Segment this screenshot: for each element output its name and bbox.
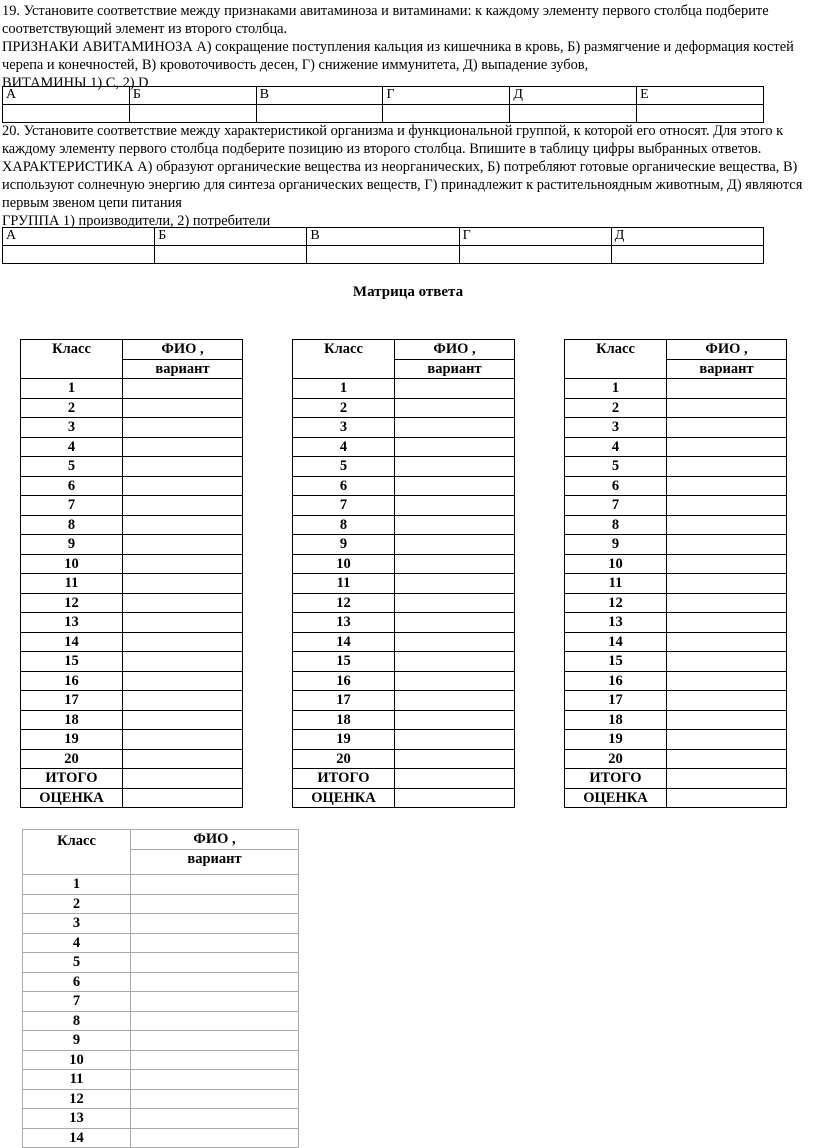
answer-cell[interactable]: [123, 535, 243, 555]
answer-cell[interactable]: [123, 574, 243, 594]
header-cell-b: Б: [155, 228, 307, 246]
table-row: [21, 788, 243, 808]
answer-cell[interactable]: [395, 574, 515, 594]
answer-cell[interactable]: [395, 632, 515, 652]
answer-cell[interactable]: [123, 398, 243, 418]
table-row: [23, 875, 299, 895]
header-cell-v: В: [256, 87, 383, 105]
answer-matrix-table-1: [20, 339, 243, 808]
row-label: 4: [293, 437, 395, 457]
answer-cell[interactable]: [123, 554, 243, 574]
table-row: [293, 574, 515, 594]
answer-cell[interactable]: [667, 632, 787, 652]
header-variant: вариант: [667, 359, 787, 379]
row-label: 19: [293, 730, 395, 750]
row-label: 9: [565, 535, 667, 555]
answer-cell[interactable]: [123, 788, 243, 808]
table-row: [293, 515, 515, 535]
row-label: 1: [21, 379, 123, 399]
table-row: [23, 1031, 299, 1051]
answer-cell[interactable]: [123, 418, 243, 438]
answer-cell[interactable]: [395, 437, 515, 457]
answer-cell[interactable]: [667, 437, 787, 457]
answer-cell[interactable]: [131, 914, 299, 934]
header-class: Класс: [21, 340, 123, 379]
answer-cell[interactable]: [129, 105, 256, 123]
row-label: 16: [565, 671, 667, 691]
answer-cell[interactable]: [395, 671, 515, 691]
row-label: 10: [23, 1050, 131, 1070]
row-label: 15: [21, 652, 123, 672]
row-label: 2: [293, 398, 395, 418]
answer-cell[interactable]: [3, 105, 130, 123]
answer-cell[interactable]: [667, 788, 787, 808]
answer-cell[interactable]: [123, 710, 243, 730]
table-row: [293, 437, 515, 457]
header-variant: вариант: [131, 849, 299, 875]
row-label: 4: [23, 933, 131, 953]
row-label: 17: [21, 691, 123, 711]
answer-cell[interactable]: [123, 593, 243, 613]
answer-cell[interactable]: [131, 992, 299, 1012]
answer-cell[interactable]: [395, 496, 515, 516]
table-row: [565, 593, 787, 613]
table-row: [21, 593, 243, 613]
row-label: 13: [565, 613, 667, 633]
row-label: 5: [23, 953, 131, 973]
row-label: 15: [293, 652, 395, 672]
header-fio: ФИО ,: [123, 340, 243, 360]
row-label: ОЦЕНКА: [293, 788, 395, 808]
answer-cell[interactable]: [123, 379, 243, 399]
answer-cell[interactable]: [395, 749, 515, 769]
row-label: 17: [565, 691, 667, 711]
table-row: [21, 749, 243, 769]
answer-cell[interactable]: [123, 671, 243, 691]
answer-matrix-table-2: [292, 339, 515, 808]
row-label: 20: [293, 749, 395, 769]
table-row: [21, 671, 243, 691]
answer-cell[interactable]: [123, 437, 243, 457]
table-row: [21, 769, 243, 789]
answer-cell[interactable]: [395, 379, 515, 399]
answer-cell[interactable]: [510, 105, 637, 123]
row-label: 20: [565, 749, 667, 769]
row-label: 6: [293, 476, 395, 496]
table-row: [565, 398, 787, 418]
row-label: 16: [293, 671, 395, 691]
row-label: 3: [565, 418, 667, 438]
table-row: [565, 457, 787, 477]
table-row: [23, 1070, 299, 1090]
header-fio: ФИО ,: [667, 340, 787, 360]
table-row: [565, 788, 787, 808]
table-row: [565, 769, 787, 789]
row-label: 3: [21, 418, 123, 438]
table-row: [293, 691, 515, 711]
row-label: 9: [293, 535, 395, 555]
table-row: [565, 652, 787, 672]
header-cell-b: Б: [129, 87, 256, 105]
table-row: [565, 749, 787, 769]
table-row: [23, 1050, 299, 1070]
row-label: 2: [21, 398, 123, 418]
row-label: 15: [565, 652, 667, 672]
table-row: [565, 710, 787, 730]
answer-cell[interactable]: [611, 246, 763, 264]
table-row: [21, 418, 243, 438]
answer-cell[interactable]: [307, 246, 459, 264]
answer-cell[interactable]: [395, 769, 515, 789]
answer-cell[interactable]: [667, 554, 787, 574]
answer-cell[interactable]: [123, 515, 243, 535]
answer-cell[interactable]: [123, 457, 243, 477]
row-label: 18: [293, 710, 395, 730]
table-row: [293, 613, 515, 633]
answer-cell[interactable]: [395, 788, 515, 808]
table-row: [21, 691, 243, 711]
table-row: [293, 769, 515, 789]
row-label: 2: [23, 894, 131, 914]
answer-cell[interactable]: [667, 652, 787, 672]
table-row: [21, 730, 243, 750]
row-label: 12: [23, 1089, 131, 1109]
answer-cell[interactable]: [395, 418, 515, 438]
header-cell-a: А: [3, 228, 155, 246]
row-label: 14: [565, 632, 667, 652]
answer-cell[interactable]: [667, 710, 787, 730]
answer-cell[interactable]: [667, 476, 787, 496]
row-label: ИТОГО: [565, 769, 667, 789]
row-label: 6: [565, 476, 667, 496]
table-row: [21, 554, 243, 574]
row-label: ОЦЕНКА: [565, 788, 667, 808]
row-label: 12: [565, 593, 667, 613]
row-label: ИТОГО: [293, 769, 395, 789]
table-row: [23, 1109, 299, 1129]
answer-cell[interactable]: [131, 894, 299, 914]
answer-cell[interactable]: [395, 652, 515, 672]
answer-cell[interactable]: [667, 398, 787, 418]
answer-cell[interactable]: [131, 1070, 299, 1090]
header-fio: ФИО ,: [395, 340, 515, 360]
table-row: [565, 496, 787, 516]
question-19-text: 19. Установите соответствие между признаками авитаминоза и витаминами: к каждому элементу первого столбца подберите соответствующий элемент из второго столбца.: [2, 3, 769, 37]
answer-cell[interactable]: [131, 1128, 299, 1148]
answer-cell[interactable]: [395, 535, 515, 555]
header-cell-d: Д: [510, 87, 637, 105]
row-label: 4: [21, 437, 123, 457]
table-row: [293, 398, 515, 418]
answer-cell[interactable]: [395, 398, 515, 418]
row-label: 5: [565, 457, 667, 477]
answer-cell[interactable]: [667, 379, 787, 399]
row-label: 10: [565, 554, 667, 574]
answer-cell[interactable]: [667, 769, 787, 789]
row-label: 7: [23, 992, 131, 1012]
answer-matrix-title: Матрица ответа: [352, 284, 464, 300]
table-row: [23, 1128, 299, 1148]
answer-cell[interactable]: [123, 632, 243, 652]
table-row: [293, 710, 515, 730]
row-label: 13: [23, 1109, 131, 1129]
answer-matrix-table-3: [564, 339, 787, 808]
answer-cell[interactable]: [667, 535, 787, 555]
row-label: 7: [293, 496, 395, 516]
table-row: [21, 379, 243, 399]
answer-cell[interactable]: [131, 1011, 299, 1031]
row-label: 11: [565, 574, 667, 594]
row-label: 11: [23, 1070, 131, 1090]
row-label: 5: [21, 457, 123, 477]
table-row: [23, 1011, 299, 1031]
table-row: [293, 671, 515, 691]
answer-cell[interactable]: [637, 105, 764, 123]
row-label: 8: [23, 1011, 131, 1031]
answer-table-20: [2, 227, 764, 264]
table-row: [293, 554, 515, 574]
row-label: 9: [23, 1031, 131, 1051]
table-row: [293, 476, 515, 496]
row-label: 17: [293, 691, 395, 711]
answer-cell[interactable]: [131, 972, 299, 992]
row-label: 5: [293, 457, 395, 477]
answer-cell[interactable]: [667, 730, 787, 750]
table-row: [565, 554, 787, 574]
answer-cell[interactable]: [123, 769, 243, 789]
header-cell-e: Е: [637, 87, 764, 105]
answer-cell[interactable]: [395, 593, 515, 613]
header-cell-a: А: [3, 87, 130, 105]
table-row: [21, 535, 243, 555]
table-row: [565, 515, 787, 535]
table-row: [21, 476, 243, 496]
answer-cell[interactable]: [123, 691, 243, 711]
header-variant: вариант: [123, 359, 243, 379]
row-label: 10: [21, 554, 123, 574]
answer-cell[interactable]: [667, 593, 787, 613]
header-class: Класс: [293, 340, 395, 379]
question-20-characteristics: ХАРАКТЕРИСТИКА А) образуют органические вещества из неорганических, Б) потребляют готовые органические вещества, В) используют солнечную энергию для синтеза органических веществ, Г) принадлежит к растительноядным животным, Д) являются первым звеном цепи питания: [2, 159, 803, 211]
table-row: [21, 652, 243, 672]
answer-cell[interactable]: [131, 875, 299, 895]
row-label: 2: [565, 398, 667, 418]
answer-cell[interactable]: [395, 613, 515, 633]
table-row: [293, 457, 515, 477]
header-cell-v: В: [307, 228, 459, 246]
row-label: 1: [565, 379, 667, 399]
table-row: [565, 535, 787, 555]
row-label: 11: [293, 574, 395, 594]
row-label: 14: [293, 632, 395, 652]
table-row: [21, 496, 243, 516]
row-label: 1: [293, 379, 395, 399]
row-label: 14: [21, 632, 123, 652]
row-label: 1: [23, 875, 131, 895]
answer-cell[interactable]: [667, 496, 787, 516]
answer-cell[interactable]: [256, 105, 383, 123]
answer-cell[interactable]: [395, 476, 515, 496]
table-row: [293, 652, 515, 672]
table-row: [565, 437, 787, 457]
table-row: [23, 894, 299, 914]
answer-matrix-table-4: [22, 829, 299, 1148]
answer-cell[interactable]: [395, 691, 515, 711]
table-row: [21, 632, 243, 652]
table-row: [23, 972, 299, 992]
row-label: 19: [21, 730, 123, 750]
row-label: 4: [565, 437, 667, 457]
table-row: [565, 418, 787, 438]
row-label: 8: [293, 515, 395, 535]
answer-cell[interactable]: [131, 953, 299, 973]
row-label: 9: [21, 535, 123, 555]
header-cell-g: Г: [383, 87, 510, 105]
table-row: [21, 398, 243, 418]
answer-cell[interactable]: [667, 691, 787, 711]
answer-cell[interactable]: [395, 730, 515, 750]
row-label: 12: [21, 593, 123, 613]
table-row: [21, 574, 243, 594]
answer-cell[interactable]: [667, 574, 787, 594]
table-row: [293, 418, 515, 438]
answer-cell[interactable]: [131, 1031, 299, 1051]
answer-cell[interactable]: [395, 515, 515, 535]
table-row: [565, 730, 787, 750]
question-19-features: ПРИЗНАКИ АВИТАМИНОЗА А) сокращение поступления кальция из кишечника в кровь, Б) размягчение и деформация костей черепа и конечностей, В) кровоточивость десен, Г) снижение иммунитета, Д) выпадение зубов,: [2, 39, 794, 73]
row-label: 8: [565, 515, 667, 535]
row-label: ИТОГО: [21, 769, 123, 789]
row-label: 13: [293, 613, 395, 633]
answer-table-19: [2, 86, 764, 123]
answer-cell[interactable]: [3, 246, 155, 264]
answer-cell[interactable]: [383, 105, 510, 123]
table-row: [565, 632, 787, 652]
answer-cell[interactable]: [667, 613, 787, 633]
question-19: [2, 2, 814, 92]
answer-cell[interactable]: [667, 749, 787, 769]
answer-cell[interactable]: [395, 457, 515, 477]
row-label: 3: [23, 914, 131, 934]
answer-cell[interactable]: [667, 671, 787, 691]
row-label: 8: [21, 515, 123, 535]
row-label: 7: [565, 496, 667, 516]
header-cell-g: Г: [459, 228, 611, 246]
row-label: 12: [293, 593, 395, 613]
answer-cell[interactable]: [123, 652, 243, 672]
table-row: [293, 749, 515, 769]
answer-cell[interactable]: [123, 476, 243, 496]
row-label: 7: [21, 496, 123, 516]
question-20-groups: ГРУППА 1) производители, 2) потребители: [2, 213, 271, 229]
header-class: Класс: [23, 830, 131, 875]
table-row: [293, 379, 515, 399]
row-label: ОЦЕНКА: [21, 788, 123, 808]
table-row: [23, 1089, 299, 1109]
table-row: [23, 953, 299, 973]
answer-cell[interactable]: [155, 246, 307, 264]
row-label: 6: [23, 972, 131, 992]
table-row: [23, 933, 299, 953]
table-row: [565, 574, 787, 594]
table-row: [565, 613, 787, 633]
table-row: [565, 379, 787, 399]
row-label: 19: [565, 730, 667, 750]
answer-cell[interactable]: [123, 749, 243, 769]
row-label: 13: [21, 613, 123, 633]
header-cell-d: Д: [611, 228, 763, 246]
answer-cell[interactable]: [131, 933, 299, 953]
header-class: Класс: [565, 340, 667, 379]
answer-cell[interactable]: [395, 710, 515, 730]
question-19-vitamins: ВИТАМИНЫ 1) C, 2) D: [2, 75, 149, 91]
table-row: [21, 613, 243, 633]
row-label: 18: [565, 710, 667, 730]
table-row: [293, 788, 515, 808]
row-label: 6: [21, 476, 123, 496]
answer-cell[interactable]: [667, 457, 787, 477]
header-variant: вариант: [395, 359, 515, 379]
row-label: 20: [21, 749, 123, 769]
table-row: [23, 914, 299, 934]
table-row: [23, 992, 299, 1012]
table-row: [565, 671, 787, 691]
row-label: 16: [21, 671, 123, 691]
table-row: [293, 730, 515, 750]
row-label: 11: [21, 574, 123, 594]
table-row: [21, 515, 243, 535]
row-label: 10: [293, 554, 395, 574]
table-row: [21, 710, 243, 730]
question-20-text: 20. Установите соответствие между характеристикой организма и функциональной группой, к которой его относят. Для этого к каждому элементу первого столбца подберите позицию из второго столбца. Впишите в таблицу цифры выбранных ответов.: [2, 123, 784, 157]
answer-cell[interactable]: [395, 554, 515, 574]
table-row: [21, 457, 243, 477]
header-fio: ФИО ,: [131, 830, 299, 850]
table-row: [565, 691, 787, 711]
row-label: 3: [293, 418, 395, 438]
answer-cell[interactable]: [123, 496, 243, 516]
table-row: [293, 496, 515, 516]
table-row: [293, 632, 515, 652]
answer-cell[interactable]: [123, 730, 243, 750]
table-row: [565, 476, 787, 496]
answer-cell[interactable]: [667, 418, 787, 438]
answer-cell[interactable]: [131, 1050, 299, 1070]
answer-cell[interactable]: [131, 1089, 299, 1109]
question-20: [2, 122, 814, 230]
row-label: 18: [21, 710, 123, 730]
answer-cell[interactable]: [459, 246, 611, 264]
table-row: [21, 437, 243, 457]
answer-cell[interactable]: [667, 515, 787, 535]
row-label: 14: [23, 1128, 131, 1148]
answer-cell[interactable]: [123, 613, 243, 633]
table-row: [293, 593, 515, 613]
answer-cell[interactable]: [131, 1109, 299, 1129]
table-row: [293, 535, 515, 555]
